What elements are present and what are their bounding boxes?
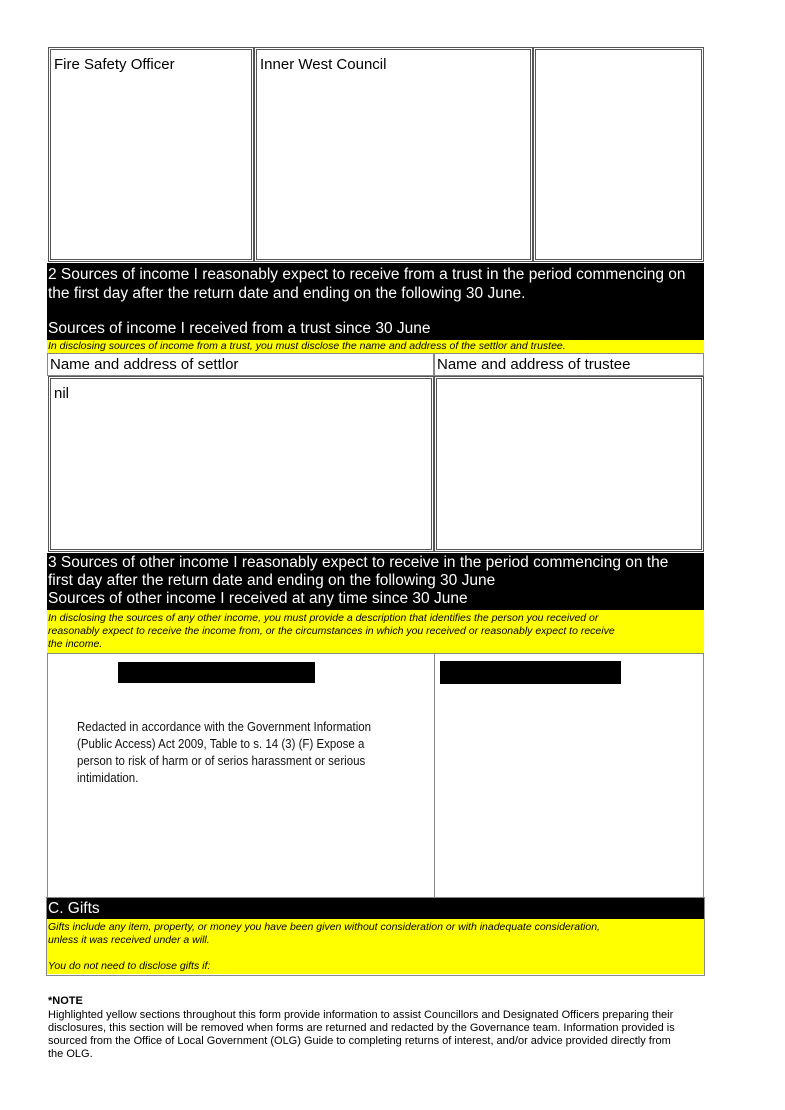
- position-value: Fire Safety Officer: [54, 56, 175, 73]
- note-line2: disclosures, this section will be removed when forms are returned and redacted by the Governance team. Information provided is: [48, 1022, 675, 1034]
- empty-value: [536, 50, 701, 56]
- settlor-cell: [48, 376, 434, 552]
- settlor-header-label: Name and address of settlor: [50, 356, 239, 373]
- section-3-heading: [47, 553, 704, 610]
- table-cell-empty: [533, 47, 704, 262]
- section-3-heading-line1: 3 Sources of other income I reasonably expect to receive in the period commencing on the: [48, 554, 669, 571]
- gifts-guidance-line2: unless it was received under a will.: [48, 934, 210, 946]
- redaction-note-line1: Redacted in accordance with the Government Information: [77, 720, 372, 734]
- note-line4: the OLG.: [48, 1048, 93, 1060]
- gifts-heading-label: C. Gifts: [48, 900, 100, 917]
- section-3-guidance-line1: In disclosing the sources of any other income, you must provide a description that identifies the person you received or: [48, 612, 599, 624]
- note-title: *NOTE: [48, 995, 83, 1007]
- note-body: [48, 1009, 748, 1061]
- section-2-heading: [47, 263, 704, 340]
- settlor-header: [47, 353, 434, 376]
- section-3-heading-line3: Sources of other income I received at any time since 30 June: [48, 590, 468, 607]
- note-line3: sourced from the Office of Local Government (OLG) Guide to completing returns of interest, and/or advice provided directly from: [48, 1035, 671, 1047]
- section-2-heading-line2: the first day after the return date and ending on the following 30 June.: [48, 285, 526, 302]
- section-3-guidance-line2: reasonably expect to receive the income from, or the circumstances in which you received or reasonably expect to receive: [48, 625, 615, 637]
- organisation-value: Inner West Council: [260, 56, 387, 73]
- table-cell-organisation: [254, 47, 533, 262]
- section-3-heading-line2: first day after the return date and ending on the following 30 June: [48, 572, 496, 589]
- section-2-subheading: Sources of income I received from a trust since 30 June: [48, 320, 431, 337]
- settlor-value: nil: [54, 385, 70, 402]
- gifts-guidance-line1: Gifts include any item, property, or money you have been given without consideration or with inadequate consideration,: [48, 921, 600, 933]
- gifts-guidance-line3: You do not need to disclose gifts if:: [48, 960, 211, 972]
- trustee-cell: [434, 376, 704, 552]
- section-3-guidance-line3: the income.: [48, 638, 103, 650]
- table-cell-position: [48, 47, 254, 262]
- redaction-note-line4: intimidation.: [77, 771, 139, 785]
- other-income-right-cell: [434, 653, 704, 898]
- trustee-header: [434, 353, 704, 376]
- redaction-note: [77, 719, 390, 787]
- redaction-note-line3: person to risk of harm or of serios harassment or serious: [77, 754, 366, 768]
- trustee-header-label: Name and address of trustee: [437, 356, 631, 373]
- gifts-box-border: [46, 897, 705, 976]
- redaction-block-right: [440, 661, 621, 684]
- section-2-guidance: In disclosing sources of income from a trust, you must disclose the name and address of the settlor and trustee.: [47, 340, 704, 353]
- section-2-heading-line1: 2 Sources of income I reasonably expect to receive from a trust in the period commencing on: [48, 266, 686, 283]
- redaction-block-left: [118, 662, 315, 683]
- section-3-guidance: [47, 610, 704, 653]
- note-line1: Highlighted yellow sections throughout this form provide information to assist Councillors and Designated Officers preparing their: [48, 1009, 674, 1021]
- redaction-note-line2: (Public Access) Act 2009, Table to s. 14 (3) (F) Expose a: [77, 737, 365, 751]
- trustee-value: [437, 379, 701, 385]
